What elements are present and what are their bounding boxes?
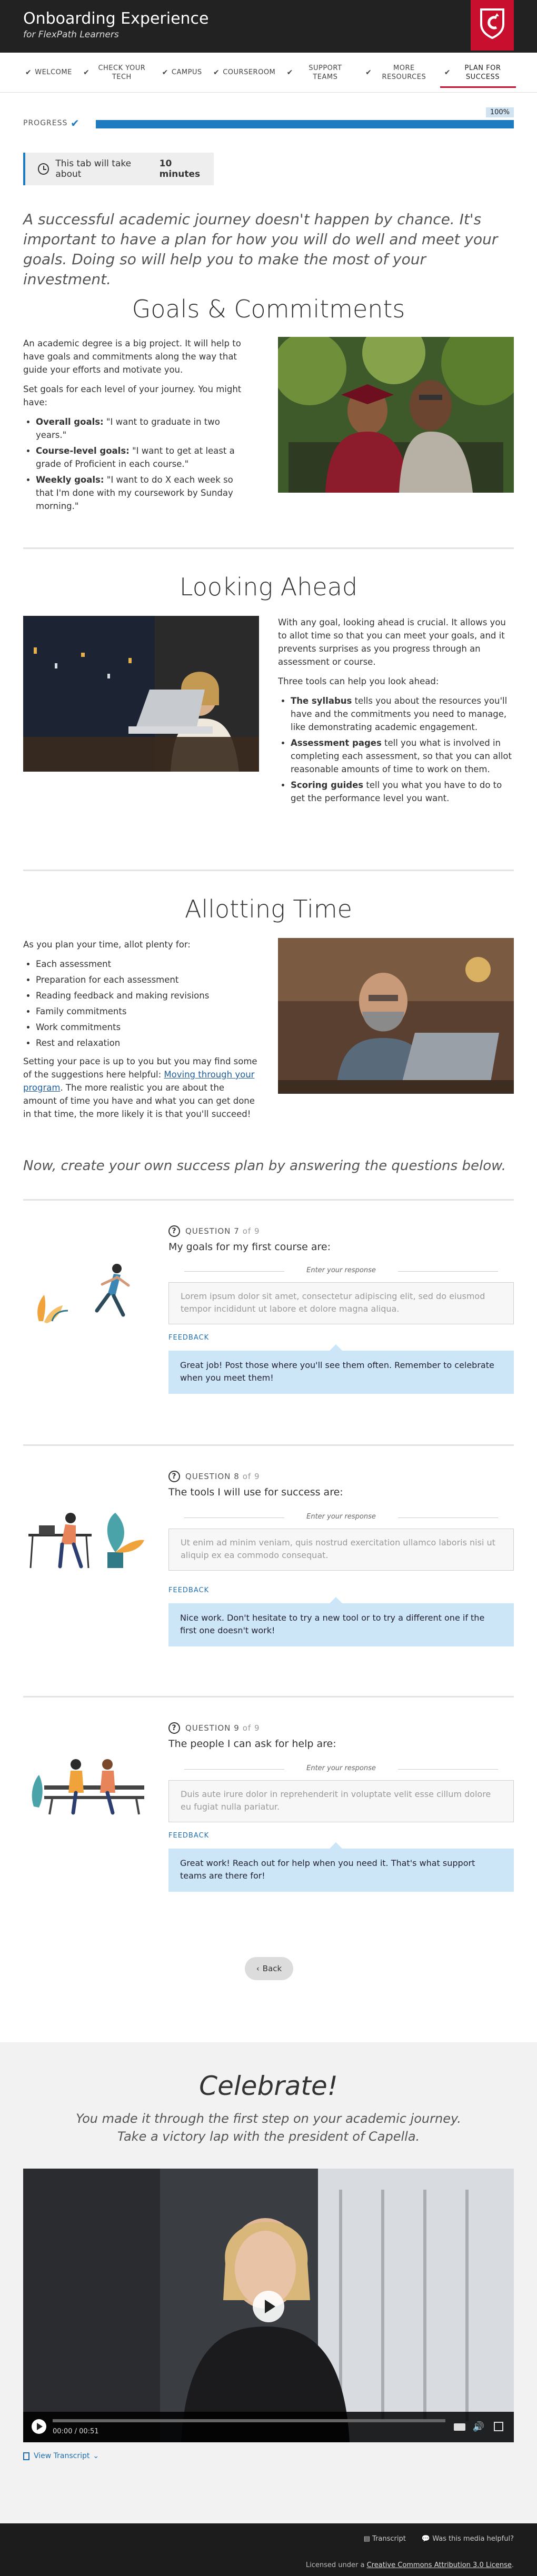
- check-icon: ✔: [83, 68, 90, 77]
- progress-track: [96, 120, 514, 128]
- response-input[interactable]: Lorem ipsum dolor sit amet, consectetur adipiscing elit, sed do eiusmod tempor incididunt ut labore et dolore magna aliqua.: [168, 1282, 514, 1324]
- moving-through-program-link[interactable]: Moving through your program: [23, 1070, 255, 1093]
- clock-icon: [38, 163, 49, 175]
- progress-fill: [96, 120, 514, 128]
- video-controls: [23, 2412, 514, 2442]
- footer-links: [364, 2535, 514, 2543]
- time-notice-text: This tab will take about: [55, 158, 132, 179]
- response-input[interactable]: Ut enim ad minim veniam, quis nostrud exercitation ullamco laboris nisi ut aliquip ex ea commodo consequat.: [168, 1529, 514, 1571]
- tab-support-teams[interactable]: ✔ SUPPORT TEAMS: [286, 64, 342, 81]
- man-laptop-photo: [278, 938, 514, 1094]
- license-link[interactable]: Creative Commons Attribution 3.0 License: [366, 2561, 512, 2569]
- runner-illustration-icon: [23, 1258, 155, 1326]
- tab-courseroom[interactable]: ✔ COURSEROOM: [213, 68, 276, 77]
- ahead-list: [291, 694, 514, 805]
- list-item: • Assessment pages tell you what is involved in completing each assessment, so that you can allot reasonable amounts of time to work on them.: [291, 736, 514, 776]
- desk-worker-illustration-icon: [23, 1502, 155, 1571]
- list-item: • Overall goals: "I want to graduate in two years.": [36, 415, 250, 442]
- allot-list: [36, 957, 259, 1050]
- question-label: ? QUESTION 8 of 9: [168, 1471, 260, 1482]
- feedback-box: Great job! Post those where you'll see them often. Remember to celebrate when you meet them!: [168, 1351, 514, 1394]
- response-label: Enter your response: [168, 1513, 514, 1521]
- time-notice: [23, 153, 214, 185]
- list-item: • Family commitments: [36, 1005, 259, 1018]
- tab-navigation: [0, 53, 537, 93]
- list-item: • Scoring guides tell you what you have to do to get the performance level you want.: [291, 778, 514, 805]
- question-text: The people I can ask for help are:: [168, 1738, 336, 1750]
- feedback-box: Great work! Reach out for help when you need it. That's what support teams are there for!: [168, 1849, 514, 1892]
- license-text: Licensed under a Creative Commons Attribution 3.0 License.: [305, 2561, 514, 2569]
- back-button[interactable]: ‹ Back: [245, 1957, 293, 1980]
- check-icon: ✔: [25, 68, 32, 77]
- video-time: 00:00 / 00:51: [53, 2428, 99, 2435]
- graduate-photo: [278, 337, 514, 493]
- goals-paragraph-2: Set goals for each level of your journey. You might have:: [23, 384, 242, 407]
- goals-list: [36, 415, 250, 513]
- ahead-paragraph-1: With any goal, looking ahead is crucial. It allows you to allot time so that you can meet your goals, and it prevents surprises as you progress through an assessment or course.: [278, 617, 506, 667]
- captions-icon[interactable]: [454, 2423, 465, 2431]
- bench-friends-illustration-icon: [23, 1749, 155, 1817]
- question-text: The tools I will use for success are:: [168, 1486, 343, 1498]
- allot-heading: Allotting Time: [185, 895, 352, 923]
- play-button[interactable]: [253, 2291, 284, 2322]
- document-icon: ▤: [363, 2535, 373, 2543]
- page-header: [0, 0, 537, 53]
- celebrate-subtitle: You made it through the first step on your academic journey. Take a victory lap with the president of Capella.: [76, 2111, 461, 2144]
- goals-paragraph-1: An academic degree is a big project. It will help to have goals and commitments along the way that guide your efforts and motivate you.: [23, 338, 241, 375]
- tab-check-your-tech[interactable]: ✔ CHECK YOUR TECH: [83, 64, 146, 81]
- media-helpful-link[interactable]: 💬 Was this media helpful?: [421, 2535, 514, 2543]
- chevron-down-icon: ⌄: [93, 2452, 100, 2460]
- progress-check-icon: ✔: [71, 117, 79, 129]
- ahead-paragraph-2: Three tools can help you look ahead:: [278, 676, 439, 686]
- question-icon: ?: [168, 1471, 180, 1482]
- feedback-label: FEEDBACK: [168, 1832, 210, 1840]
- tab-plan-for-success[interactable]: ✔ PLAN FOR SUCCESS: [440, 53, 516, 92]
- fullscreen-icon[interactable]: [494, 2422, 503, 2431]
- list-item: • Each assessment: [36, 957, 259, 971]
- chevron-left-icon: ‹: [256, 1964, 260, 1973]
- tab-campus[interactable]: ✔ CAMPUS: [162, 68, 202, 77]
- video-scrubber[interactable]: [53, 2419, 445, 2422]
- feedback-label: FEEDBACK: [168, 1586, 210, 1594]
- check-icon: ✔: [162, 68, 168, 77]
- response-label: Enter your response: [168, 1764, 514, 1772]
- chat-icon: 💬: [421, 2535, 433, 2543]
- ahead-heading: Looking Ahead: [179, 573, 358, 601]
- list-item: • Weekly goals: "I want to do X each week so that I'm done with my coursework by Sunday morning.": [36, 473, 250, 513]
- cta-text: Now, create your own success plan by answering the questions below.: [23, 1158, 506, 1174]
- question-icon: ?: [168, 1225, 180, 1237]
- view-transcript-toggle[interactable]: View Transcript ⌄: [23, 2452, 99, 2460]
- question-icon: ?: [168, 1722, 180, 1734]
- play-icon: [265, 2300, 275, 2313]
- celebrate-section: [0, 2042, 537, 2523]
- section-divider: [23, 870, 514, 871]
- check-icon: ✔: [286, 68, 293, 77]
- capella-logo[interactable]: [471, 0, 514, 51]
- list-item: • The syllabus tells you about the resources you'll have and the commitments you need to manage, like demonstrating academic engagement.: [291, 694, 514, 734]
- response-input[interactable]: Duis aute irure dolor in reprehenderit in voluptate velit esse cillum dolore eu fugiat nulla pariatur.: [168, 1780, 514, 1822]
- check-icon: ✔: [365, 68, 372, 77]
- question-label: ? QUESTION 7 of 9: [168, 1225, 260, 1237]
- allot-body: [23, 938, 259, 1127]
- check-icon: ✔: [213, 68, 220, 77]
- night-laptop-photo: [23, 616, 259, 772]
- list-item: • Preparation for each assessment: [36, 973, 259, 986]
- allot-paragraph-1: As you plan your time, allot plenty for:: [23, 940, 191, 950]
- feedback-label: FEEDBACK: [168, 1334, 210, 1342]
- allot-paragraph-2: Setting your pace is up to you but you may find some of the suggestions here helpful: Moving through your program. The more realistic you are about the amount of time you have and what you can get done in that time, the more likely it is that you'll succeed!: [23, 1056, 257, 1119]
- section-divider: [23, 1199, 514, 1201]
- page-footer: [0, 2523, 537, 2576]
- feedback-box: Nice work. Don't hesitate to try a new tool or to try a different one if the first one doesn't work!: [168, 1603, 514, 1646]
- section-divider: [23, 1444, 514, 1446]
- time-notice-duration: 10 minutes: [159, 158, 201, 179]
- check-icon: ✔: [444, 68, 451, 77]
- page-title: Onboarding Experience: [23, 9, 209, 28]
- celebrate-heading: Celebrate!: [199, 2071, 338, 2101]
- section-divider: [23, 547, 514, 549]
- response-label: Enter your response: [168, 1266, 514, 1274]
- list-item: • Course-level goals: "I want to get at least a grade of Proficient in each course.": [36, 444, 250, 471]
- tab-welcome[interactable]: ✔ WELCOME: [25, 68, 72, 77]
- progress-percent: 100%: [486, 107, 514, 117]
- transcript-link[interactable]: ▤ Transcript: [363, 2535, 406, 2543]
- question-label: ? QUESTION 9 of 9: [168, 1722, 260, 1734]
- goals-body: [23, 337, 250, 515]
- ahead-body: [278, 616, 514, 807]
- tab-more-resources[interactable]: ✔ MORE RESOURCES: [365, 64, 426, 81]
- play-small-icon[interactable]: [32, 2419, 46, 2434]
- list-item: • Reading feedback and making revisions: [36, 989, 259, 1002]
- list-item: • Rest and relaxation: [36, 1036, 259, 1050]
- page-subtitle: for FlexPath Learners: [23, 29, 119, 40]
- goals-heading: Goals & Commitments: [132, 295, 405, 323]
- shield-logo-icon: [479, 7, 505, 39]
- video-player[interactable]: [23, 2169, 514, 2442]
- list-item: • Work commitments: [36, 1021, 259, 1034]
- question-text: My goals for my first course are:: [168, 1241, 331, 1253]
- section-divider: [23, 1696, 514, 1698]
- document-icon: [23, 2452, 29, 2460]
- progress-label: PROGRESS: [23, 119, 68, 127]
- volume-icon[interactable]: 🔊: [472, 2421, 484, 2432]
- intro-text: A successful academic journey doesn't happen by chance. It's important to have a plan for how you will do well and meet your goals. Doing so will help you to make the most of your investment.: [23, 211, 498, 288]
